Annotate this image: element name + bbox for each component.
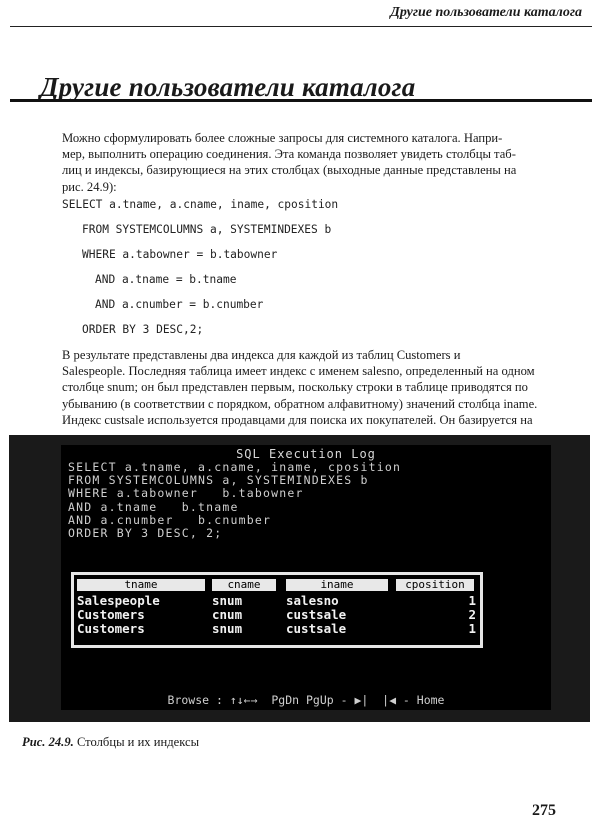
cell-cname: snum	[212, 593, 243, 608]
code-line: WHERE a.tabowner = b.tabowner	[82, 248, 278, 261]
table-row[interactable]	[74, 607, 480, 621]
cell-iname: custsale	[286, 621, 347, 636]
text-line: Salespeople. Последняя таблица имеет индекс с именем salesno, определенный на одном	[62, 364, 535, 379]
screen-sql-log	[68, 460, 401, 539]
text-line: В результате представлены два индекса для каждой из таблиц Customers и	[62, 348, 461, 362]
code-line: AND a.tname = b.tname	[95, 273, 237, 286]
sql-log-line: AND a.tname b.tname	[68, 499, 239, 514]
cell-cposition: 1	[468, 593, 476, 608]
figure-caption	[22, 735, 199, 750]
paragraph-intro	[62, 130, 558, 195]
column-header-cname[interactable]: cname	[212, 579, 276, 591]
paragraph-result	[62, 347, 558, 428]
sql-log-line: FROM SYSTEMCOLUMNS a, SYSTEMINDEXES b	[68, 473, 369, 488]
code-line: FROM SYSTEMCOLUMNS a, SYSTEMINDEXES b	[82, 223, 332, 236]
text-line: Можно сформулировать более сложные запросы для системного каталога. Напри-	[62, 131, 503, 145]
figure-screenshot	[9, 435, 590, 722]
sql-log-line: AND a.cnumber b.cnumber	[68, 512, 272, 527]
cell-iname: custsale	[286, 607, 347, 622]
text-line: столбце snum; он был представлен первым, поскольку строки в таблице приводятся по	[62, 380, 528, 395]
caption-text: Столбцы и их индексы	[76, 735, 200, 749]
running-header: Другие пользователи каталога	[390, 5, 582, 20]
status-bar: Browse : ↑↓←→ PgDn PgUp - ▶| |◀ - Home	[167, 693, 445, 707]
sql-log-line: SELECT a.tname, a.cname, iname, cposition	[68, 460, 402, 474]
column-header-cposition[interactable]: cposition	[396, 579, 474, 591]
sql-log-line: ORDER BY 3 DESC, 2;	[68, 525, 223, 540]
result-table[interactable]	[71, 572, 483, 648]
terminal-screen	[61, 445, 551, 710]
sql-log-line: WHERE a.tabowner b.tabowner	[68, 486, 304, 501]
table-row[interactable]	[74, 621, 480, 635]
text-line: убыванию (в соответствии с порядком, обратном алфавитному) значений столбца iname.	[62, 396, 538, 411]
cell-tname: Customers	[77, 621, 145, 636]
cell-cname: cnum	[212, 607, 243, 622]
column-header-iname[interactable]: iname	[286, 579, 388, 591]
title-rule	[10, 99, 592, 102]
code-line: ORDER BY 3 DESC,2;	[82, 323, 204, 336]
column-header-tname[interactable]: tname	[77, 579, 205, 591]
table-row[interactable]	[74, 593, 480, 607]
text-line: Индекс custsale используется продавцами для поиска их покупателей. Он базируется на	[62, 412, 533, 427]
cell-tname: Salespeople	[77, 593, 160, 608]
text-line: мер, выполнить операцию соединения. Эта команда позволяет увидеть столбцы таб-	[62, 147, 516, 162]
code-line: AND a.cnumber = b.cnumber	[95, 298, 264, 311]
cell-iname: salesno	[286, 593, 339, 608]
header-rule	[10, 26, 592, 27]
page-number: 275	[532, 802, 556, 819]
section-title: Другие пользователи каталога	[40, 72, 416, 102]
screen-title: SQL Execution Log	[236, 447, 376, 461]
cell-cposition: 1	[468, 621, 476, 636]
cell-tname: Customers	[77, 607, 145, 622]
caption-label: Рис. 24.9.	[22, 735, 74, 749]
code-line: SELECT a.tname, a.cname, iname, cposition	[62, 198, 339, 211]
cell-cposition: 2	[468, 607, 476, 622]
cell-cname: snum	[212, 621, 243, 636]
text-line: рис. 24.9):	[62, 179, 117, 194]
text-line: лиц и индексы, базирующиеся на этих столбцах (выходные данные представлены на	[62, 163, 517, 178]
